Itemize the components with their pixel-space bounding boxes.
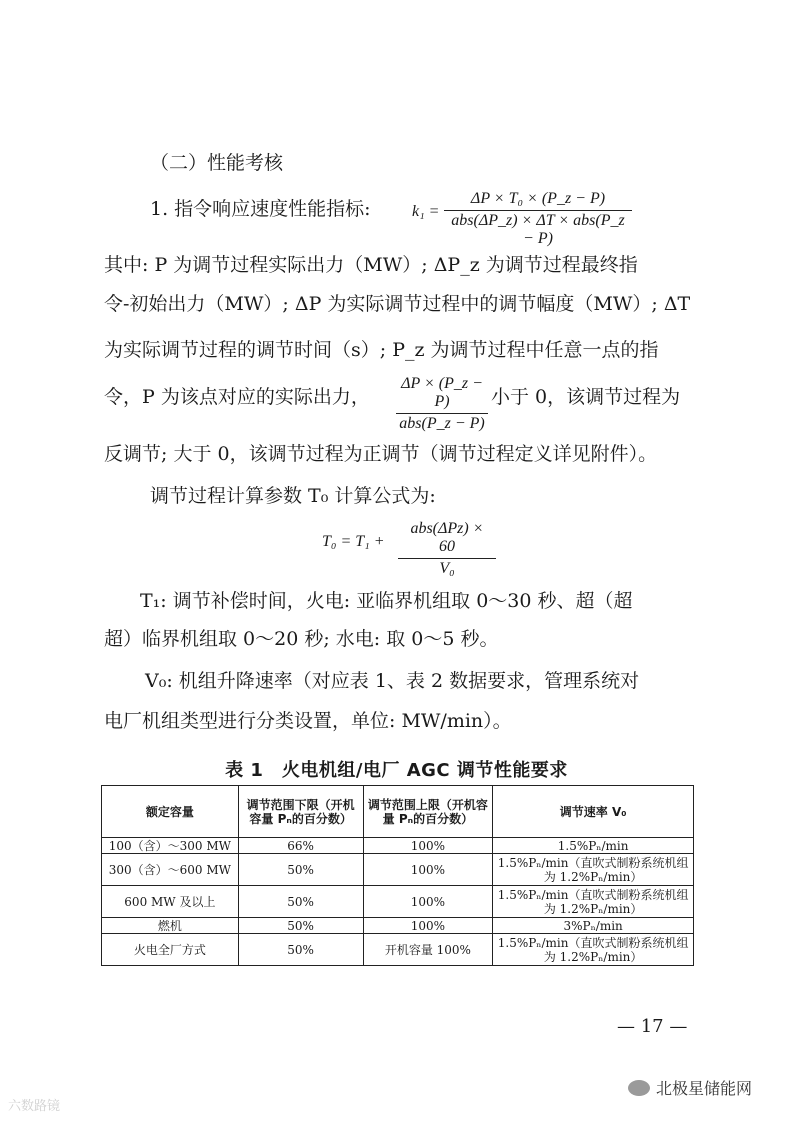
table-cell: 100% bbox=[363, 838, 493, 854]
watermark-left: 六数路镜 bbox=[8, 1099, 61, 1114]
table-row bbox=[102, 838, 694, 854]
para1-line3: 为实际调节过程的调节时间（s）; P_z 为调节过程中任意一点的指 bbox=[104, 339, 659, 361]
table-cell: 600 MW 及以上 bbox=[102, 886, 239, 918]
table-cell: 火电全厂方式 bbox=[102, 934, 239, 966]
header-upper-limit: 调节范围上限（开机容量 Pₙ的百分数） bbox=[363, 786, 493, 838]
table-cell: 100% bbox=[363, 886, 493, 918]
section-heading: （二）性能考核 bbox=[150, 152, 284, 174]
k1-lhs: k₁ = bbox=[412, 203, 440, 220]
table-row bbox=[102, 886, 694, 918]
table-cell: 100（含）～300 MW bbox=[102, 838, 239, 854]
para2-intro: 调节过程计算参数 T₀ 计算公式为: bbox=[150, 485, 436, 507]
table-cell: 1.5%Pₙ/min（直吹式制粉系统机组为 1.2%Pₙ/min） bbox=[493, 934, 694, 966]
table-row bbox=[102, 934, 694, 966]
wechat-icon bbox=[628, 1080, 650, 1096]
table1-caption: 表 1 火电机组/电厂 AGC 调节性能要求 bbox=[225, 760, 568, 781]
table-row bbox=[102, 918, 694, 934]
para1-line4a: 令，P 为该点对应的实际出力， bbox=[104, 386, 370, 408]
table-cell: 1.5%Pₙ/min（直吹式制粉系统机组为 1.2%Pₙ/min） bbox=[493, 854, 694, 886]
table-cell: 100% bbox=[363, 854, 493, 886]
table-cell: 50% bbox=[238, 934, 363, 966]
page-number: — 17 — bbox=[617, 1016, 688, 1037]
watermark-right-text: 北极星储能网 bbox=[656, 1079, 753, 1098]
table-cell: 66% bbox=[238, 838, 363, 854]
para1-line4b: 小于 0，该调节过程为 bbox=[491, 386, 681, 408]
table-cell: 1.5%Pₙ/min（直吹式制粉系统机组为 1.2%Pₙ/min） bbox=[493, 886, 694, 918]
table1 bbox=[101, 785, 694, 966]
header-ramp-rate: 调节速率 V₀ bbox=[493, 786, 694, 838]
k1-fraction bbox=[444, 190, 632, 248]
table-cell: 50% bbox=[238, 854, 363, 886]
table-cell: 50% bbox=[238, 886, 363, 918]
para3-line1: T₁: 调节补偿时间，火电: 亚临界机组取 0～30 秒、超（超 bbox=[140, 590, 633, 612]
para1-line5: 反调节; 大于 0，该调节过程为正调节（调节过程定义详见附件）。 bbox=[104, 443, 658, 465]
table-header-row bbox=[102, 786, 694, 838]
t0-fraction bbox=[398, 520, 496, 578]
table-cell: 开机容量 100% bbox=[363, 934, 493, 966]
table-cell: 3%Pₙ/min bbox=[493, 918, 694, 934]
header-lower-limit: 调节范围下限（开机容量 Pₙ的百分数） bbox=[238, 786, 363, 838]
t0-numerator: abs(ΔPz) × 60 bbox=[410, 520, 484, 555]
table-cell: 燃机 bbox=[102, 918, 239, 934]
table-cell: 100% bbox=[363, 918, 493, 934]
table-row bbox=[102, 854, 694, 886]
para4-line1: V₀: 机组升降速率（对应表 1、表 2 数据要求，管理系统对 bbox=[145, 670, 640, 692]
item1-label: 1. 指令响应速度性能指标: bbox=[150, 198, 371, 220]
para1-line1: 其中: P 为调节过程实际出力（MW）; ΔP_z 为调节过程最终指 bbox=[104, 254, 638, 276]
table-cell: 1.5%Pₙ/min bbox=[493, 838, 694, 854]
sign-numerator: ΔP × (P_z − P) bbox=[401, 375, 483, 410]
para3-line2: 超）临界机组取 0～20 秒; 水电: 取 0～5 秒。 bbox=[104, 628, 499, 650]
table-cell: 300（含）～600 MW bbox=[102, 854, 239, 886]
t0-denominator: V₀ bbox=[439, 560, 455, 577]
k1-denominator: abs(ΔP_z) × ΔT × abs(P_z − P) bbox=[451, 212, 625, 247]
sign-fraction bbox=[396, 375, 488, 433]
header-rated-capacity: 额定容量 bbox=[102, 786, 239, 838]
watermark-right bbox=[628, 1076, 752, 1099]
para4-line2: 电厂机组类型进行分类设置，单位: MW/min）。 bbox=[104, 710, 512, 732]
k1-numerator: ΔP × T₀ × (P_z − P) bbox=[470, 190, 606, 207]
para1-line2: 令-初始出力（MW）; ΔP 为实际调节过程中的调节幅度（MW）; ΔT bbox=[104, 293, 691, 315]
t0-lhs: T₀ = T₁ + bbox=[322, 533, 385, 550]
table-cell: 50% bbox=[238, 918, 363, 934]
sign-denominator: abs(P_z − P) bbox=[399, 415, 485, 432]
